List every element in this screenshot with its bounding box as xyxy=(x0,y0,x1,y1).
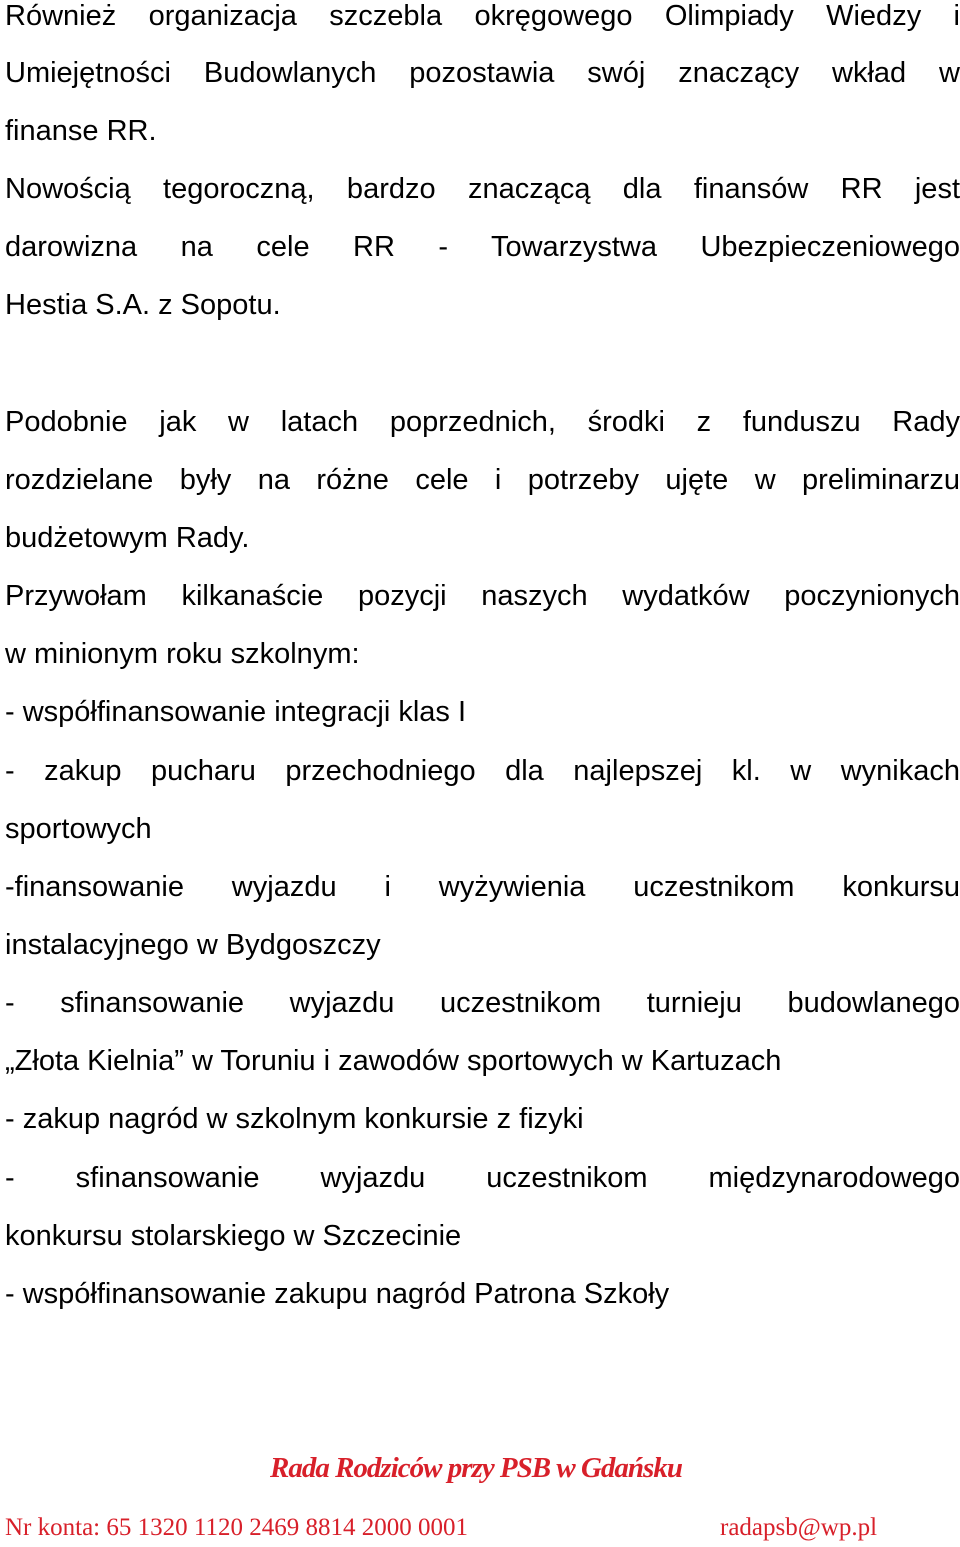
footer-email: radapsb@wp.pl xyxy=(720,1514,878,1541)
text-line: Hestia S.A. z Sopotu. xyxy=(5,289,281,321)
footer-account-number: Nr konta: 65 1320 1120 2469 8814 2000 0001 xyxy=(5,1514,468,1541)
list-item: - współfinansowanie zakupu nagród Patrona Szkoły xyxy=(5,1278,670,1310)
text-line: instalacyjnego w Bydgoszczy xyxy=(5,929,381,961)
text-line: Podobnie jak w latach poprzednich, środki z funduszu Rady xyxy=(5,406,960,438)
footer-title: Rada Rodziców przy PSB w Gdańsku xyxy=(270,1452,682,1484)
text-line: „Złota Kielnia” w Toruniu i zawodów sportowych w Kartuzach xyxy=(5,1045,782,1077)
text-line: Również organizacja szczebla okręgowego Olimpiady Wiedzy i xyxy=(5,0,960,32)
text-line: Umiejętności Budowlanych pozostawia swój znaczący wkład w xyxy=(5,57,960,89)
text-line: Nowością tegoroczną, bardzo znaczącą dla finansów RR jest xyxy=(5,173,960,205)
list-item: - zakup pucharu przechodniego dla najlepszej kl. w wynikach xyxy=(5,755,960,787)
text-line: finanse RR. xyxy=(5,115,157,147)
text-line: budżetowym Rady. xyxy=(5,522,250,554)
list-item: - sfinansowanie wyjazdu uczestnikom turnieju budowlanego xyxy=(5,987,960,1019)
list-item: - sfinansowanie wyjazdu uczestnikom międzynarodowego xyxy=(5,1162,960,1194)
text-line: rozdzielane były na różne cele i potrzeby ujęte w preliminarzu xyxy=(5,464,960,496)
list-item: - współfinansowanie integracji klas I xyxy=(5,696,466,728)
text-line: Przywołam kilkanaście pozycji naszych wydatków poczynionych xyxy=(5,580,960,612)
list-item: - zakup nagród w szkolnym konkursie z fizyki xyxy=(5,1103,584,1135)
list-item: -finansowanie wyjazdu i wyżywienia uczestnikom konkursu xyxy=(5,871,960,903)
text-line: w minionym roku szkolnym: xyxy=(5,638,360,670)
text-line: darowizna na cele RR - Towarzystwa Ubezpieczeniowego xyxy=(5,231,960,263)
text-line: sportowych xyxy=(5,813,152,845)
text-line: konkursu stolarskiego w Szczecinie xyxy=(5,1220,462,1252)
